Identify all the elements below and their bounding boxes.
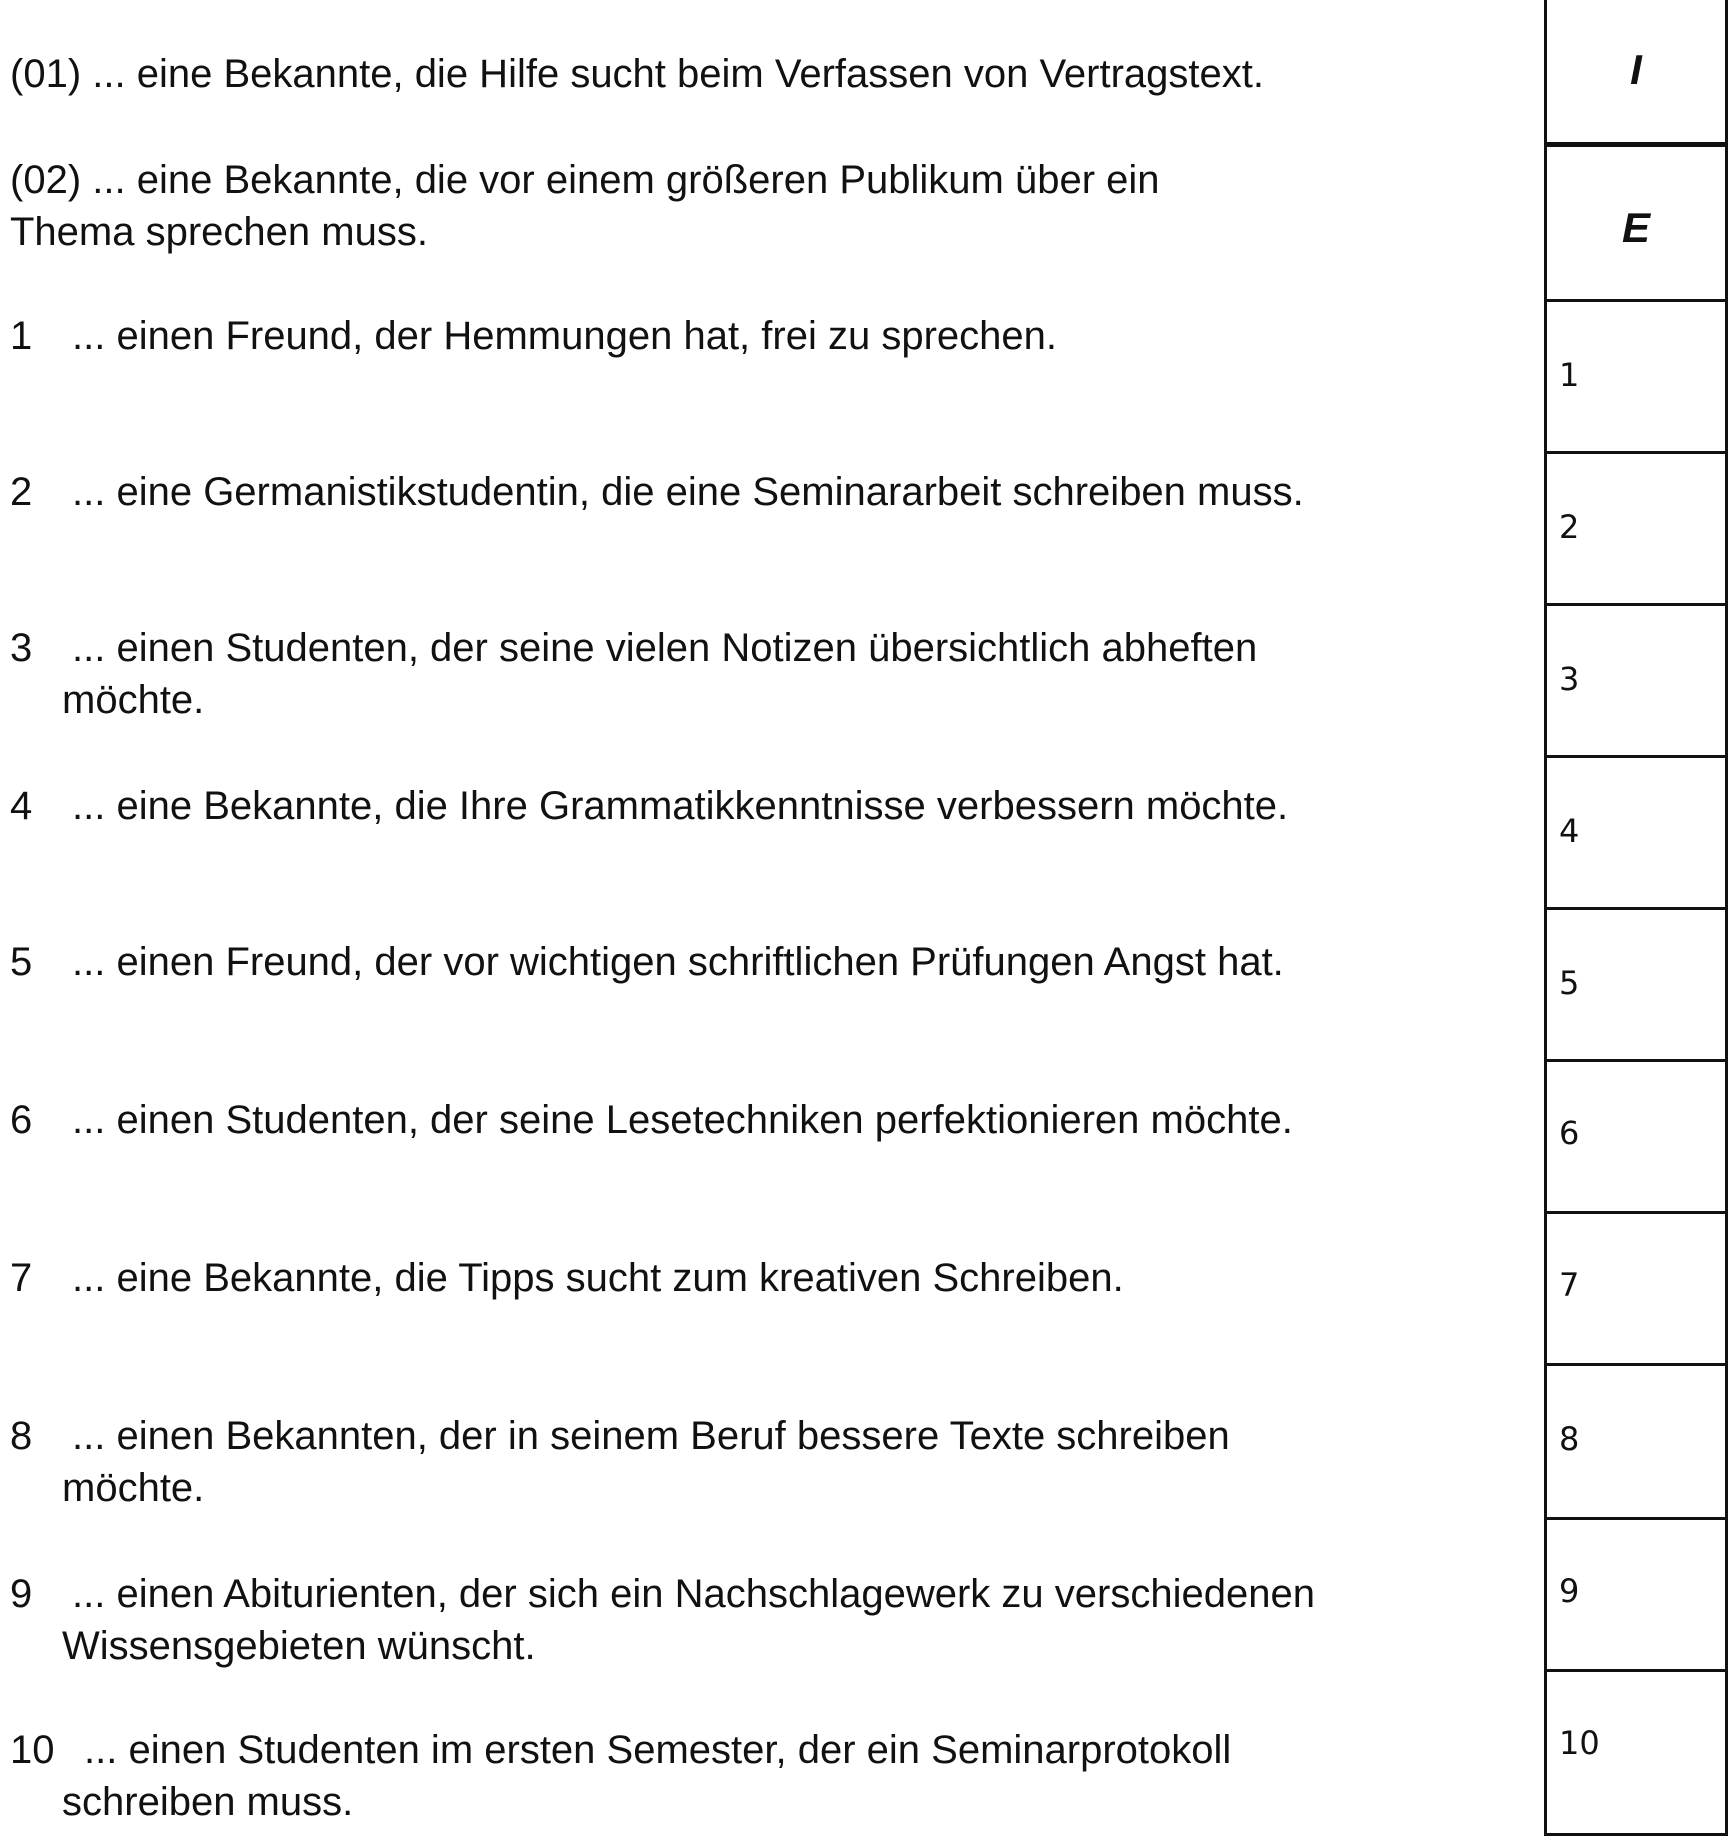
answer-cell-1: 1 xyxy=(1559,356,1580,394)
divider xyxy=(1547,907,1725,910)
divider xyxy=(1547,1211,1725,1214)
item-text: ... einen Abiturienten, der sich ein Nachschlagewerk zu verschiedenen xyxy=(72,1572,1315,1616)
divider-thick xyxy=(1547,142,1725,147)
item-text: ... eine Bekannte, die Ihre Grammatikkenntnisse verbessern möchte. xyxy=(72,784,1289,828)
item-text: ... einen Freund, der Hemmungen hat, frei zu sprechen. xyxy=(72,314,1057,358)
item-text: ... einen Freund, der vor wichtigen schriftlichen Prüfungen Angst hat. xyxy=(72,940,1284,984)
item-number: 1 xyxy=(10,314,33,358)
list-item-7 xyxy=(10,1252,1490,1304)
item-number: 6 xyxy=(10,1098,33,1142)
item-text-continued: möchte. xyxy=(62,678,205,722)
item-number: 7 xyxy=(10,1256,33,1300)
item-number: 2 xyxy=(10,470,33,514)
item-text-continued: Wissensgebieten wünscht. xyxy=(62,1624,536,1668)
item-text: ... einen Studenten, der seine vielen Notizen übersichtlich abheften xyxy=(72,626,1258,670)
list-item-5 xyxy=(10,936,1490,988)
list-item-4 xyxy=(10,780,1490,832)
answer-cell-example-01: I xyxy=(1630,46,1642,93)
item-text: ... eine Germanistikstudentin, die eine Seminararbeit schreiben muss. xyxy=(72,470,1304,514)
item-number: 8 xyxy=(10,1414,33,1458)
answer-cell-8: 8 xyxy=(1559,1420,1580,1458)
item-text: ... eine Bekannte, die Tipps sucht zum kreativen Schreiben. xyxy=(72,1256,1124,1300)
divider xyxy=(1547,1669,1725,1672)
example-item-01 xyxy=(10,48,1490,100)
divider xyxy=(1547,1059,1725,1062)
divider xyxy=(1547,755,1725,758)
item-number: 3 xyxy=(10,626,33,670)
answer-cell-9: 9 xyxy=(1559,1572,1580,1610)
divider xyxy=(1547,451,1725,454)
answer-column xyxy=(1544,0,1728,1836)
item-number: 10 xyxy=(10,1728,55,1772)
item-text: ... einen Studenten, der seine Lesetechniken perfektionieren möchte. xyxy=(72,1098,1293,1142)
list-item-2 xyxy=(10,466,1490,518)
list-item-3 xyxy=(10,622,1490,726)
answer-cell-7: 7 xyxy=(1559,1266,1580,1304)
item-number: 5 xyxy=(10,940,33,984)
list-item-8 xyxy=(10,1410,1490,1514)
item-text: ... einen Studenten im ersten Semester, der ein Seminarprotokoll xyxy=(84,1728,1232,1772)
item-text: (02) ... eine Bekannte, die vor einem größeren Publikum über ein xyxy=(10,158,1160,202)
answer-cell-4: 4 xyxy=(1559,812,1580,850)
answer-cell-2: 2 xyxy=(1559,508,1580,546)
item-text: (01) ... eine Bekannte, die Hilfe sucht beim Verfassen von Vertragstext. xyxy=(10,52,1265,96)
list-item-6 xyxy=(10,1094,1490,1146)
answer-cell-6: 6 xyxy=(1559,1114,1580,1152)
answer-cell-example-02: E xyxy=(1621,204,1650,251)
divider xyxy=(1547,603,1725,606)
item-text-continued: Thema sprechen muss. xyxy=(10,210,428,254)
list-item-1 xyxy=(10,310,1490,362)
item-number: 4 xyxy=(10,784,33,828)
list-item-10 xyxy=(10,1724,1490,1828)
list-item-9 xyxy=(10,1568,1490,1672)
divider xyxy=(1547,1517,1725,1520)
example-item-02 xyxy=(10,154,1490,258)
item-text-continued: möchte. xyxy=(62,1466,205,1510)
answer-cell-10: 10 xyxy=(1559,1724,1600,1762)
divider xyxy=(1547,1363,1725,1366)
divider xyxy=(1547,299,1725,302)
answer-cell-5: 5 xyxy=(1559,964,1580,1002)
item-text-continued: schreiben muss. xyxy=(62,1780,354,1824)
item-text: ... einen Bekannten, der in seinem Beruf bessere Texte schreiben xyxy=(72,1414,1230,1458)
answer-cell-3: 3 xyxy=(1559,660,1580,698)
item-number: 9 xyxy=(10,1572,33,1616)
